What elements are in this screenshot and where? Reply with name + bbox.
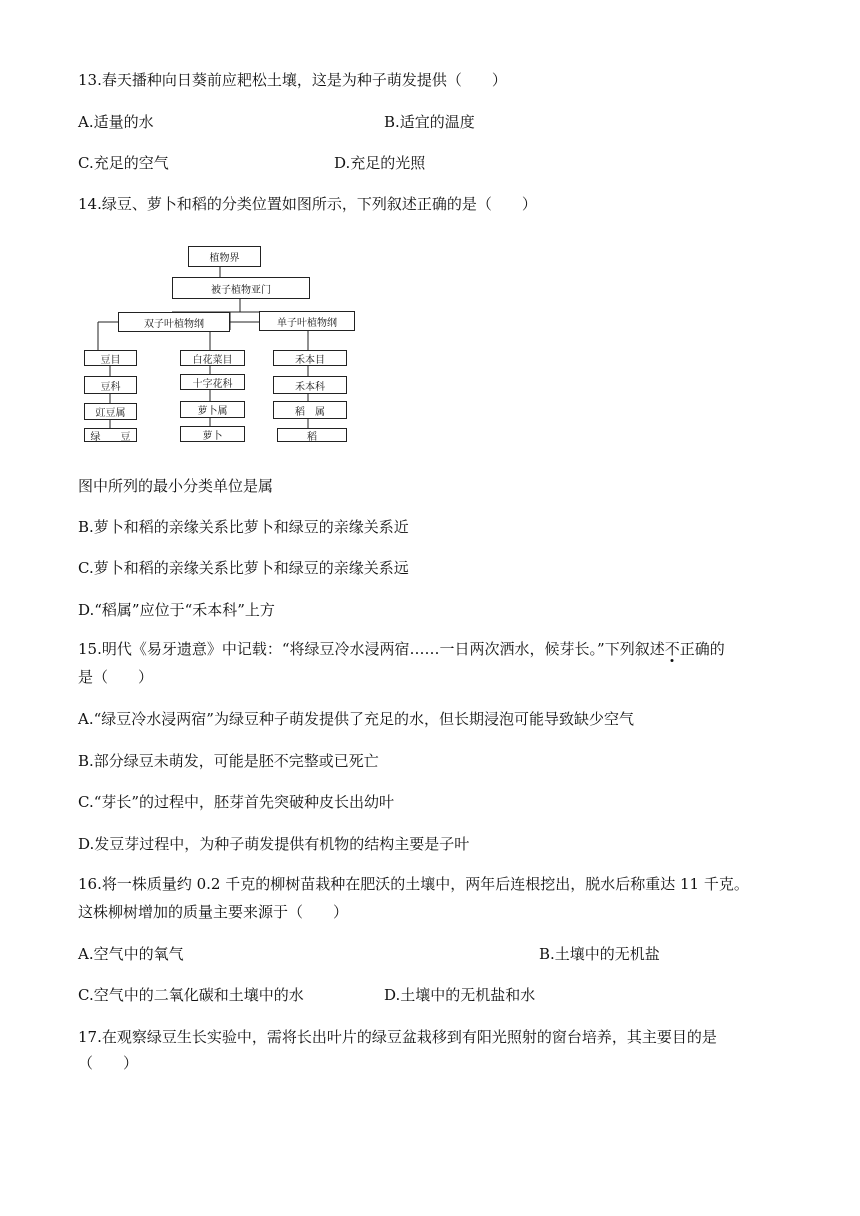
tree-node-genus-vigna: 豇豆属 <box>84 403 137 420</box>
q14-option-d[interactable]: D.“稻属”应位于“禾本科”上方 <box>78 601 275 619</box>
q14-option-c[interactable]: C.萝卜和稻的亲缘关系比萝卜和绿豆的亲缘关系远 <box>78 559 409 577</box>
q15-stem-before: 15.明代《易牙遗意》中记载：“将绿豆冷水浸两宿……一日两次洒水，候芽长。”下列叙述 <box>78 640 665 658</box>
q15-option-d[interactable]: D.发豆芽过程中，为种子萌发提供有机物的结构主要是子叶 <box>78 835 470 853</box>
tree-node-species-rice: 稻 <box>277 428 347 442</box>
q15-option-a[interactable]: A.“绿豆冷水浸两宿”为绿豆种子萌发提供了充足的水，但长期浸泡可能导致缺少空气 <box>78 710 634 728</box>
q14-option-b[interactable]: B.萝卜和稻的亲缘关系比萝卜和绿豆的亲缘关系近 <box>78 518 409 536</box>
tree-node-genus-raphanus: 萝卜属 <box>180 401 245 418</box>
q13-stem: 13.春天播种向日葵前应耙松土壤，这是为种子萌发提供（ ） <box>78 71 507 89</box>
q13-option-d[interactable]: D.充足的光照 <box>334 154 426 172</box>
q16-option-d[interactable]: D.土壤中的无机盐和水 <box>384 986 536 1004</box>
tree-node-class-monocot: 单子叶植物纲 <box>259 311 355 331</box>
q15-option-b[interactable]: B.部分绿豆未萌发，可能是胚不完整或已死亡 <box>78 752 379 770</box>
tree-node-order-poales: 禾本目 <box>273 350 347 366</box>
tree-node-order-fabales: 豆目 <box>84 350 137 366</box>
q13-option-a[interactable]: A.适量的水 <box>78 113 154 131</box>
q13-option-b[interactable]: B.适宜的温度 <box>384 113 475 131</box>
tree-node-kingdom: 植物界 <box>188 246 261 267</box>
tree-node-subphylum: 被子植物亚门 <box>172 277 310 299</box>
q14-stem: 14.绿豆、萝卜和稻的分类位置如图所示，下列叙述正确的是（ ） <box>78 195 537 213</box>
q14-option-a[interactable]: 图中所列的最小分类单位是属 <box>78 477 274 495</box>
q15-option-c[interactable]: C.“芽长”的过程中，胚芽首先突破种皮长出幼叶 <box>78 793 395 811</box>
q16-stem-line-2: 这株柳树增加的质量主要来源于（ ） <box>78 903 349 921</box>
tree-node-family-fabaceae: 豆科 <box>84 376 137 394</box>
q15-stem-line-1 <box>78 639 725 659</box>
q16-stem-line-1: 16.将一株质量约 0.2 千克的柳树苗栽种在肥沃的土壤中，两年后连根挖出，脱水后称重达 11 千克。 <box>78 875 749 893</box>
tree-node-species-radish: 萝卜 <box>180 426 245 442</box>
q16-option-b[interactable]: B.土壤中的无机盐 <box>539 945 660 963</box>
tree-node-order-capparales: 白花菜目 <box>180 350 245 366</box>
q15-stem-after: 正确的 <box>679 640 725 658</box>
tree-node-genus-oryza: 稻 属 <box>273 401 347 419</box>
q17-stem-line-1: 17.在观察绿豆生长实验中，需将长出叶片的绿豆盆栽移到有阳光照射的窗台培养，其主要目的是 <box>78 1028 717 1046</box>
q13-option-c[interactable]: C.充足的空气 <box>78 154 169 172</box>
tree-node-species-mung-bean: 绿 豆 <box>84 428 137 442</box>
q17-stem-line-2: （ ） <box>78 1054 139 1072</box>
q16-option-c[interactable]: C.空气中的二氧化碳和土壤中的水 <box>78 986 304 1004</box>
tree-node-family-poaceae: 禾本科 <box>273 376 347 394</box>
q16-option-a[interactable]: A.空气中的氧气 <box>78 945 184 963</box>
q15-stem-emphasis: 不 <box>664 640 680 658</box>
q15-stem-line-2: 是（ ） <box>78 668 154 686</box>
tree-node-class-dicot: 双子叶植物纲 <box>118 312 230 332</box>
tree-node-family-brassicaceae: 十字花科 <box>180 374 245 390</box>
